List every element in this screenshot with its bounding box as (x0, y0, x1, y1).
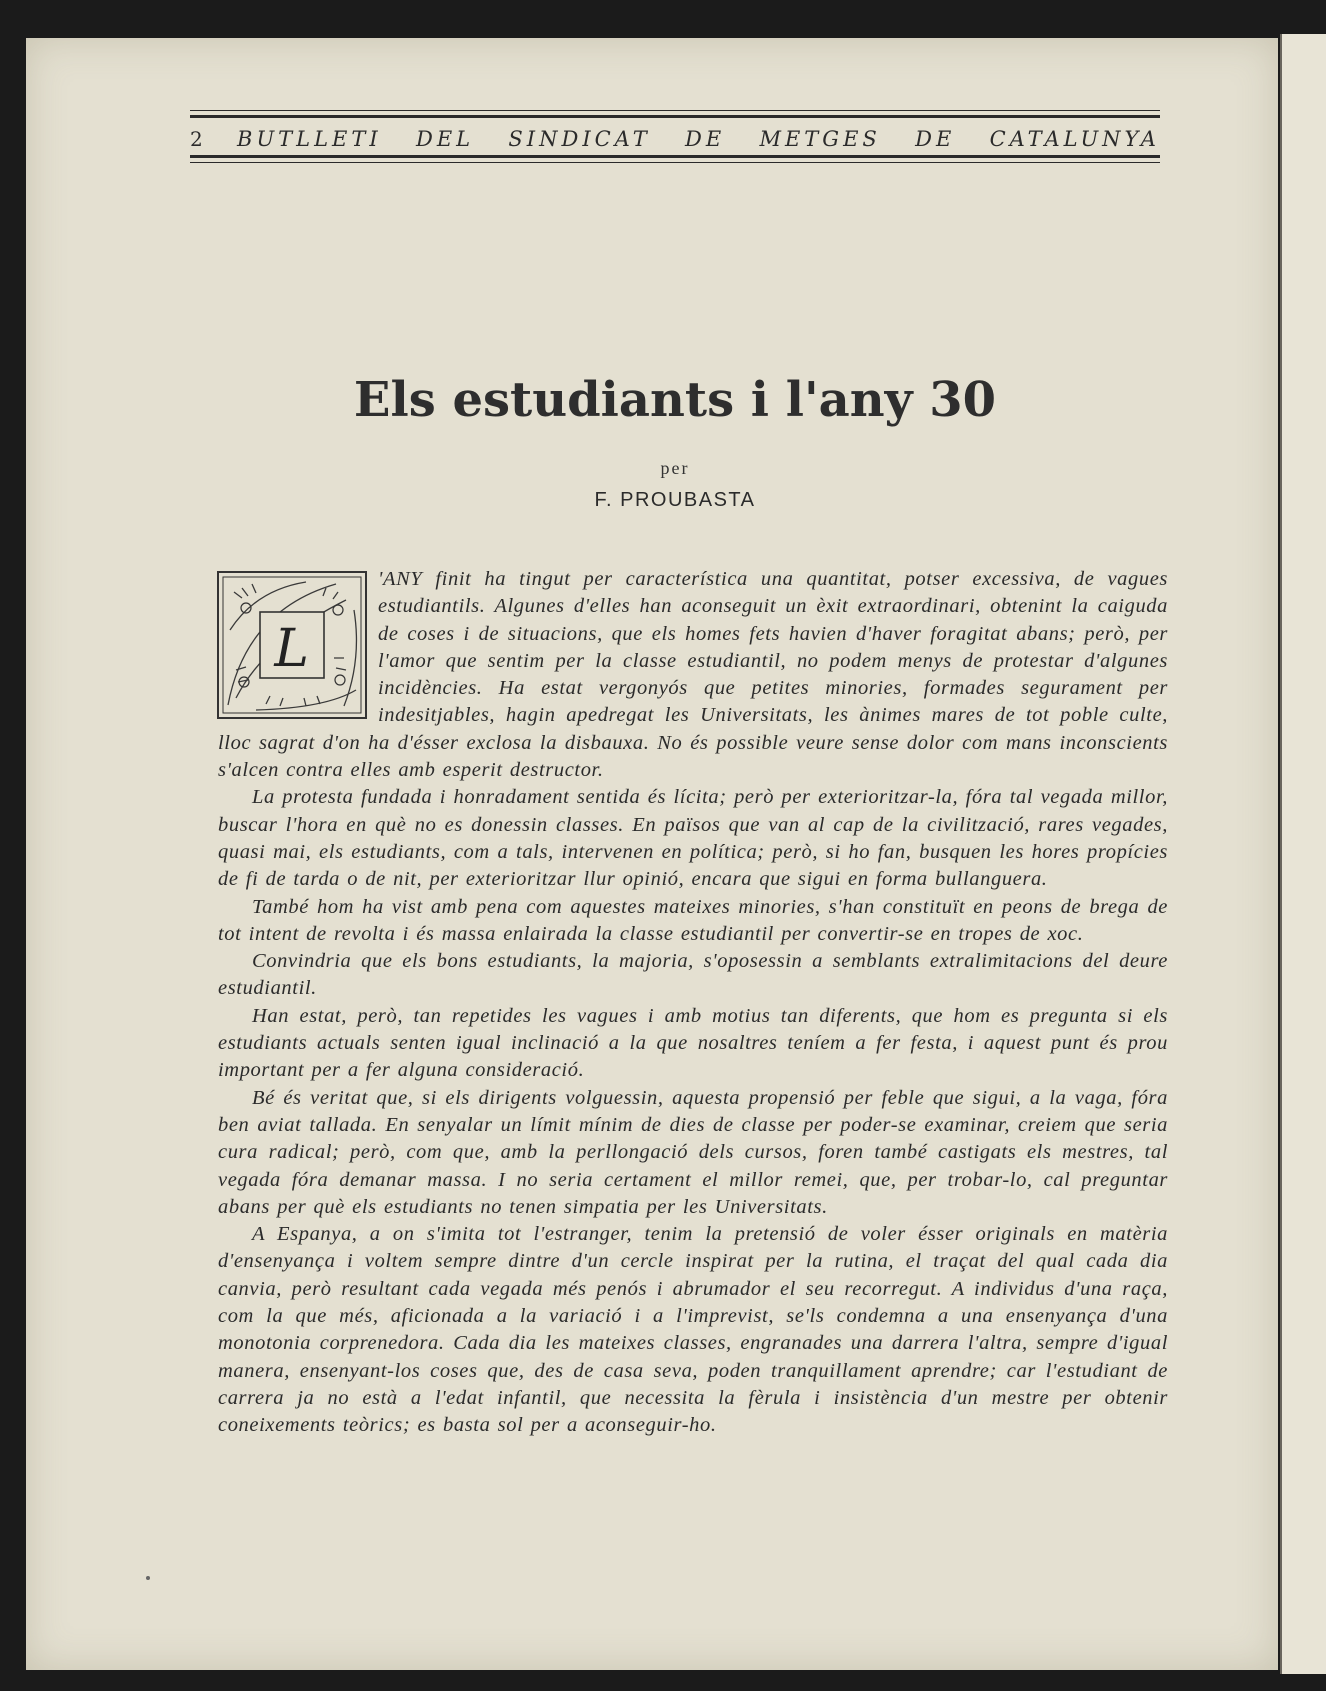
paper-speck (146, 1576, 150, 1580)
header-rule-bottom (190, 162, 1160, 163)
drop-cap-ornament (216, 570, 368, 720)
header-word: DE (915, 127, 956, 151)
paragraph: Han estat, però, tan repetides les vagues i amb motius tan diferents, que hom es pregunta si els estudiants actuals senten igual inclinació a la que nosaltres teníem a fer festa, i aquest punt és prou important per a fer alguna consideració. (218, 1004, 1168, 1082)
header-rule-top (190, 110, 1160, 111)
header-rule-bottom-thick (190, 155, 1160, 158)
header-word: CATALUNYA (989, 127, 1160, 151)
paragraph: Bé és veritat que, si els dirigents volguessin, aquesta propensió per feble que sigui, a la vaga, fóra ben aviat tallada. En senyalar un límit mínim de dies de classe per poder-se examinar, creiem que seria cura radical; però, com que, amb la perllongació dels cursos, foren també castigats els mestres, tal vegada fóra demanar massa. I no seria certament el millor remei, que, per trobar-lo, cal preguntar abans per què els estudiants no tenen simpatia per les Universitats. (218, 1086, 1168, 1218)
article-body (218, 566, 1168, 1440)
header-word: DE (685, 127, 726, 151)
byline-prefix: per (660, 458, 690, 478)
paragraph: 'ANY finit ha tingut per característica una quantitat, potser excessiva, de vagues estudiantils. Algunes d'elles han aconseguit un èxit extraordinari, obtenint la caiguda de coses i de situacions, que els homes fets havien d'haver foragitat abans; però, per l'amor que sentim per la classe estudiantil, no podem menys de protestar d'algunes incidències. Ha estat vergonyós que petites minories, formades segurament per indesitjables, hagin apedregat les Universitats, les ànimes mares de tot poble culte, lloc sagrat d'on ha d'ésser exclosa la disbauxa. No és possible veure sense dolor com mans inconscients s'alcen contra elles amb esperit destructor. (218, 568, 1168, 782)
header-word: DEL (416, 127, 475, 151)
paragraph: La protesta fundada i honradament sentida és lícita; però per exterioritzar-la, fóra tal vegada millor, buscar l'hora en què no es donessin classes. En països que van al cap de la civilització, rares vegades, quasi mai, els estudiants, com a tals, intervenen en política; però, si ho fan, busquen les hores propícies de fi de tarda o de nit, per exterioritzar llur opinió, encara que sigui en forma bullanguera. (218, 786, 1168, 891)
header-word: METGES (759, 127, 881, 151)
drop-cap-letter: L (274, 619, 310, 679)
paragraph: Convindria que els bons estudiants, la majoria, s'oposessin a semblants extralimitacions del deure estudiantil. (218, 950, 1168, 1000)
header-word: SINDICAT (508, 127, 651, 151)
author-name: F. PROUBASTA (594, 489, 756, 511)
paragraph: A Espanya, a on s'imita tot l'estranger, tenim la pretensió de voler ésser originals en matèria d'ensenyança i voltem sempre dintre d'un cercle inspirat per la rutina, el traçat del qual cada dia canvia, però resultant cada vegada més penós i abrumador el seu recorregut. A individus d'una raça, com la que més, aficionada a la variació i a l'imprevist, se'ls condemna a una ensenyança d'una monotonia corprenedora. Cada dia les mateixes classes, engranades una darrera l'altra, sempre d'igual manera, ensenyant-los coses que, des de casa seva, poden tranquillament aprendre; car l'estudiant de carrera ja no està a l'edat infantil, que necessita la fèrula i insistència d'un mestre per obtenir coneixements teòrics; es basta sol per a aconseguir-ho. (218, 1223, 1168, 1437)
header-line (190, 118, 1160, 155)
paragraph: També hom ha vist amb pena com aquestes mateixes minories, s'han constituït en peons de brega de tot intent de revolta i és massa enlairada la classe estudiantil per convertir-se en tropes de xoc. (218, 895, 1168, 945)
article-title: Els estudiants i l'any 30 (353, 372, 997, 428)
page-number: 2 (190, 127, 203, 151)
header-word: BUTLLETI (237, 127, 382, 151)
running-header (190, 110, 1160, 163)
adjacent-page-edge (1280, 34, 1326, 1674)
